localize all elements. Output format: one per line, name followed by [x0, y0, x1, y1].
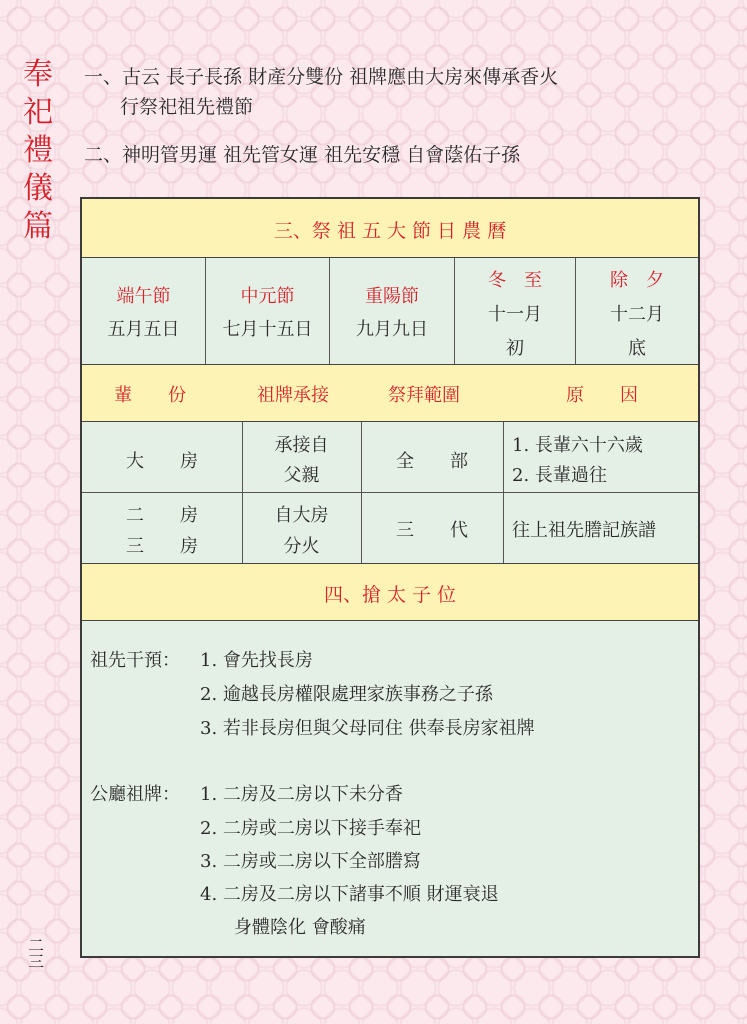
page-number	[26, 938, 46, 970]
section3-title: 三、祭 祖 五 大 節 日 農 曆	[273, 220, 507, 242]
side-title-char: 祀	[23, 95, 53, 130]
festival-name: 重陽節	[365, 286, 419, 307]
section4-title: 四、搶 太 子 位	[323, 584, 457, 606]
festival-cell-chuxi	[576, 258, 698, 364]
festival-cell-duanwu	[82, 258, 206, 364]
group1-label: 祖先干預：	[90, 650, 180, 671]
festival-cell-chongyang	[330, 258, 455, 364]
main-table-box	[80, 197, 700, 958]
row1-inherit-line1: 承接自	[274, 435, 329, 456]
group2-continuation: 身體陰化 會酸痛	[234, 917, 366, 938]
festival-cell-zhongyuan	[206, 258, 330, 364]
row-divider	[82, 492, 698, 493]
festival-name: 冬 至	[488, 270, 542, 291]
group2-item: 2. 二房或二房以下接手奉祀	[200, 818, 421, 839]
lineage-header-inherit: 祖牌承接	[257, 385, 329, 406]
row2-generation-line2: 三 房	[126, 536, 198, 557]
group2-label: 公廳祖牌：	[90, 784, 180, 805]
group1-item: 3. 若非長房但與父母同住 供奉長房家祖牌	[200, 718, 535, 739]
group1-item: 2. 逾越長房權限處理家族事務之子孫	[200, 684, 493, 705]
group2-item: 1. 二房及二房以下未分香	[200, 784, 403, 805]
festival-date: 十二月	[610, 304, 664, 325]
row1-inherit-line2: 父親	[283, 465, 320, 486]
lineage-header-reason: 原 因	[566, 385, 638, 406]
page-number-char: 三	[27, 952, 44, 971]
page-number-char: 二	[27, 936, 44, 955]
side-title-char: 禮	[23, 133, 53, 168]
row2-reason: 往上祖先謄記族譜	[512, 520, 656, 541]
festival-note: 初	[506, 338, 524, 359]
lineage-header	[82, 364, 698, 422]
festival-date: 七月十五日	[222, 319, 313, 340]
intro-item1-line2: 行祭祀祖先禮節	[120, 96, 254, 118]
festival-row	[82, 258, 698, 364]
row2-inherit-line1: 自大房	[274, 505, 329, 526]
intro-item1-line1: 一、古云 長子長孫 財產分雙份 祖牌應由大房來傳承香火	[84, 66, 559, 88]
group2-item: 3. 二房或二房以下全部謄寫	[200, 851, 421, 872]
festival-date: 五月五日	[107, 319, 180, 340]
section4-header	[82, 563, 698, 621]
festival-name: 除 夕	[610, 270, 664, 291]
col-divider	[503, 422, 504, 563]
side-title-char: 篇	[23, 209, 53, 244]
section3-header	[82, 199, 698, 258]
group2-item: 4. 二房及二房以下諸事不順 財運衰退	[200, 884, 499, 905]
intro-item2: 二、神明管男運 祖先管女運 祖先安穩 自會蔭佑子孫	[84, 144, 521, 166]
festival-date: 十一月	[488, 304, 542, 325]
row1-reason-line1: 1. 長輩六十六歲	[512, 435, 643, 456]
festival-note: 底	[628, 338, 646, 359]
group1-item: 1. 會先找長房	[200, 650, 313, 671]
side-title-char: 儀	[23, 171, 53, 206]
row2-scope: 三 代	[396, 520, 468, 541]
row1-scope: 全 部	[396, 451, 468, 472]
side-title	[18, 56, 58, 246]
festival-name: 中元節	[240, 286, 295, 307]
lineage-header-generation: 輩 份	[114, 385, 186, 406]
festival-cell-dongzhi	[455, 258, 576, 364]
row2-inherit-line2: 分火	[283, 536, 320, 557]
festival-date: 九月九日	[356, 319, 428, 340]
festival-name: 端午節	[116, 286, 171, 307]
row1-reason-line2: 2. 長輩過往	[512, 465, 607, 486]
row2-generation-line1: 二 房	[126, 505, 198, 526]
side-title-char: 奉	[23, 57, 53, 92]
row1-generation: 大 房	[126, 451, 198, 472]
lineage-header-scope: 祭拜範圍	[388, 385, 460, 406]
